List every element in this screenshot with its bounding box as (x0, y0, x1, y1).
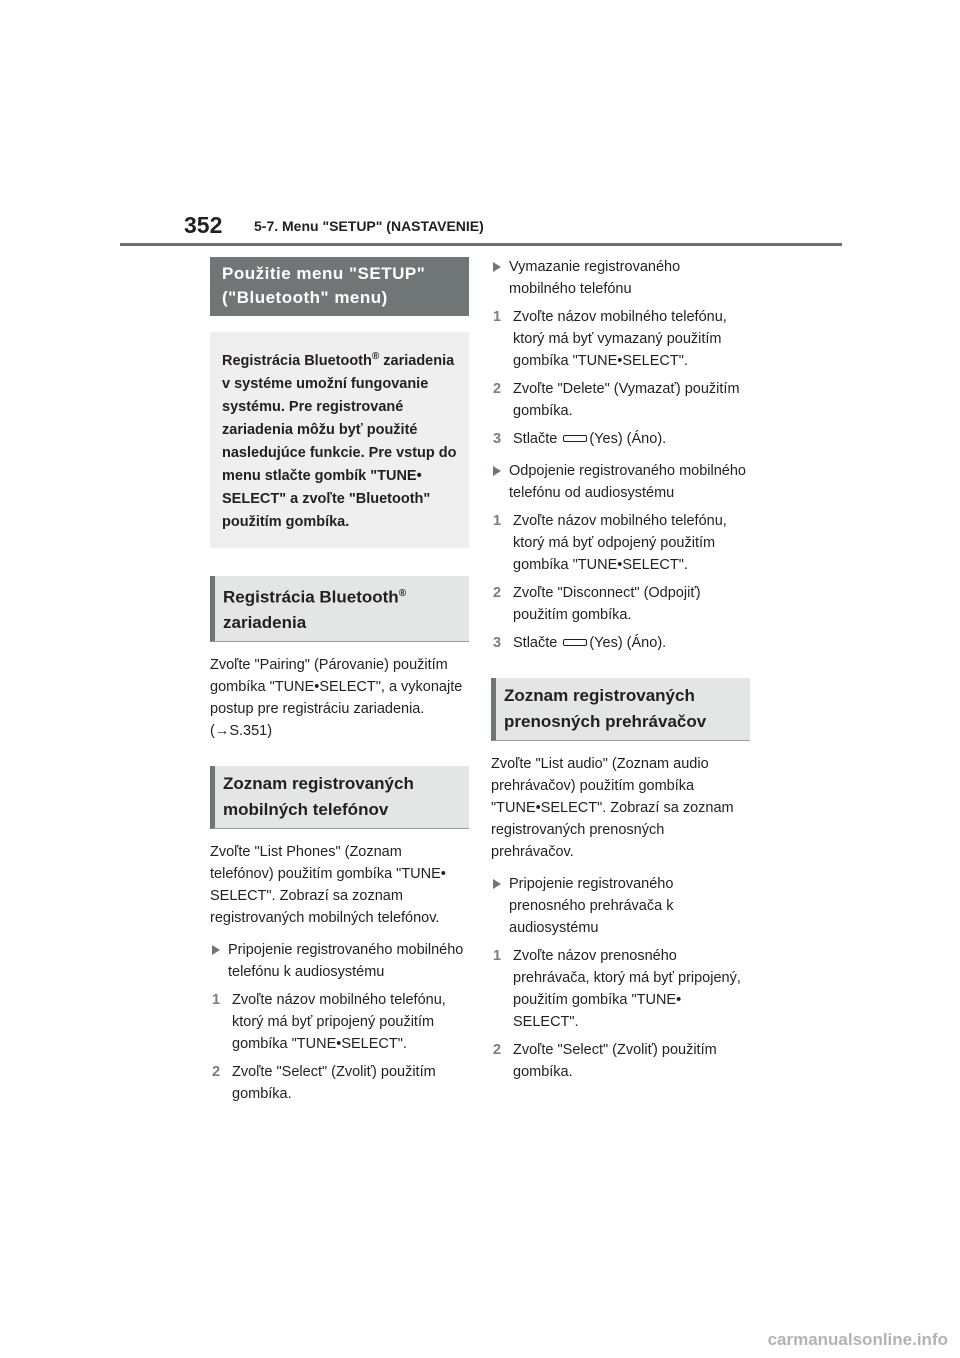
button-icon (563, 639, 587, 646)
triangle-bullet-icon (493, 262, 501, 272)
step-number: 1 (493, 513, 502, 529)
registered-mark: ® (371, 351, 380, 362)
page-number: 352 (184, 212, 223, 238)
bullet-delete-phone: Vymazanie registrovaného mobilného telefónu (491, 256, 750, 300)
phone-list-paragraph: Zvoľte "List Phones" (Zoznam telefónov) použitím gombíka "TUNE• SELECT". Zobrazí sa zoznam registrovaných mobilných telefónov. (210, 844, 446, 927)
bullet-disconnect-phone: Odpojenie registrovaného mobilného telefónu od audiosystému (491, 460, 750, 504)
triangle-bullet-icon (493, 879, 501, 889)
step-text: (Yes) (Áno). (589, 635, 667, 651)
heading-phone-list: Zoznam registrovaných mobilných telefónov (210, 766, 469, 829)
step-text: Stlačte (513, 635, 558, 651)
left-column (210, 257, 469, 1105)
step-text: Zvoľte názov mobilného telefónu, ktorý má byť odpojený použitím gombíka "TUNE•SELECT". (513, 513, 727, 573)
watermark-text: carmanualsonline.info (767, 1330, 948, 1349)
heading-bluetooth-registration: Registrácia Bluetooth® zariadenia (210, 576, 469, 643)
section-title: 5-7. Menu "SETUP" (NASTAVENIE) (254, 218, 484, 234)
bullet-connect-phone: Pripojenie registrovaného mobilného telefónu k audiosystému (210, 939, 469, 983)
section-banner: Použitie menu "SETUP" ("Bluetooth" menu) (210, 257, 469, 316)
triangle-bullet-icon (212, 945, 220, 955)
step-number: 3 (493, 431, 502, 447)
header-divider (120, 243, 842, 246)
step-item (491, 945, 750, 1033)
step-item (210, 989, 469, 1055)
step-text: Zvoľte "Select" (Zvoliť) použitím gombíka. (232, 1064, 436, 1103)
step-item (491, 378, 750, 422)
pairing-paragraph: Zvoľte "Pairing" (Párovanie) použitím gombíka "TUNE•SELECT", a vykonajte postup pre registráciu zariadenia. (→S.351) (210, 657, 463, 740)
step-item (210, 1061, 469, 1105)
bullet-connect-audio: Pripojenie registrovaného prenosného prehrávača k audiosystému (491, 873, 750, 939)
step-number: 1 (493, 309, 502, 325)
right-column (491, 256, 750, 1083)
step-text: (Yes) (Áno). (589, 431, 667, 447)
step-number: 2 (212, 1064, 221, 1081)
step-item (491, 306, 750, 372)
triangle-bullet-icon (493, 466, 501, 476)
step-item (491, 428, 750, 450)
step-number: 3 (493, 635, 502, 651)
step-item (491, 510, 750, 576)
step-text: Zvoľte názov mobilného telefónu, ktorý má byť pripojený použitím gombíka "TUNE•SELECT". (232, 992, 446, 1053)
button-icon (563, 435, 587, 442)
audio-list-paragraph: Zvoľte "List audio" (Zoznam audio prehrávačov) použitím gombíka "TUNE•SELECT". Zobrazí sa zoznam registrovaných prenosných prehrávačov. (491, 756, 734, 860)
step-text: Zvoľte "Disconnect" (Odpojiť) použitím gombíka. (513, 585, 701, 623)
intro-note (210, 332, 469, 548)
step-number: 2 (493, 381, 502, 397)
step-number: 2 (493, 585, 502, 601)
page-header (0, 0, 960, 250)
intro-note-text-a: Registrácia Bluetooth (222, 352, 372, 369)
step-number: 1 (212, 992, 221, 1009)
step-text: Zvoľte "Select" (Zvoliť) použitím gombíka. (513, 1042, 717, 1080)
step-item (491, 582, 750, 626)
registered-mark: ® (398, 587, 407, 599)
step-text: Zvoľte "Delete" (Vymazať) použitím gombíka. (513, 381, 740, 419)
step-number: 2 (493, 1042, 502, 1058)
step-item (491, 632, 750, 654)
step-text: Zvoľte názov prenosného prehrávača, ktorý má byť pripojený, použitím gombíka "TUNE• SELECT". (513, 948, 741, 1030)
intro-note-text-b: zariadenia v systéme umožní fungovanie systému. Pre registrované zariadenia môžu byť použité nasledujúce funkcie. Pre vstup do menu stlačte gombík "TUNE• SELECT" a zvoľte "Bluetooth" použitím gombíka. (222, 352, 457, 530)
heading-audio-list: Zoznam registrovaných prenosných prehrávačov (491, 678, 750, 741)
step-number: 1 (493, 948, 502, 964)
step-item (491, 1039, 750, 1083)
step-text: Zvoľte názov mobilného telefónu, ktorý má byť vymazaný použitím gombíka "TUNE•SELECT". (513, 309, 727, 369)
step-text: Stlačte (513, 431, 558, 447)
